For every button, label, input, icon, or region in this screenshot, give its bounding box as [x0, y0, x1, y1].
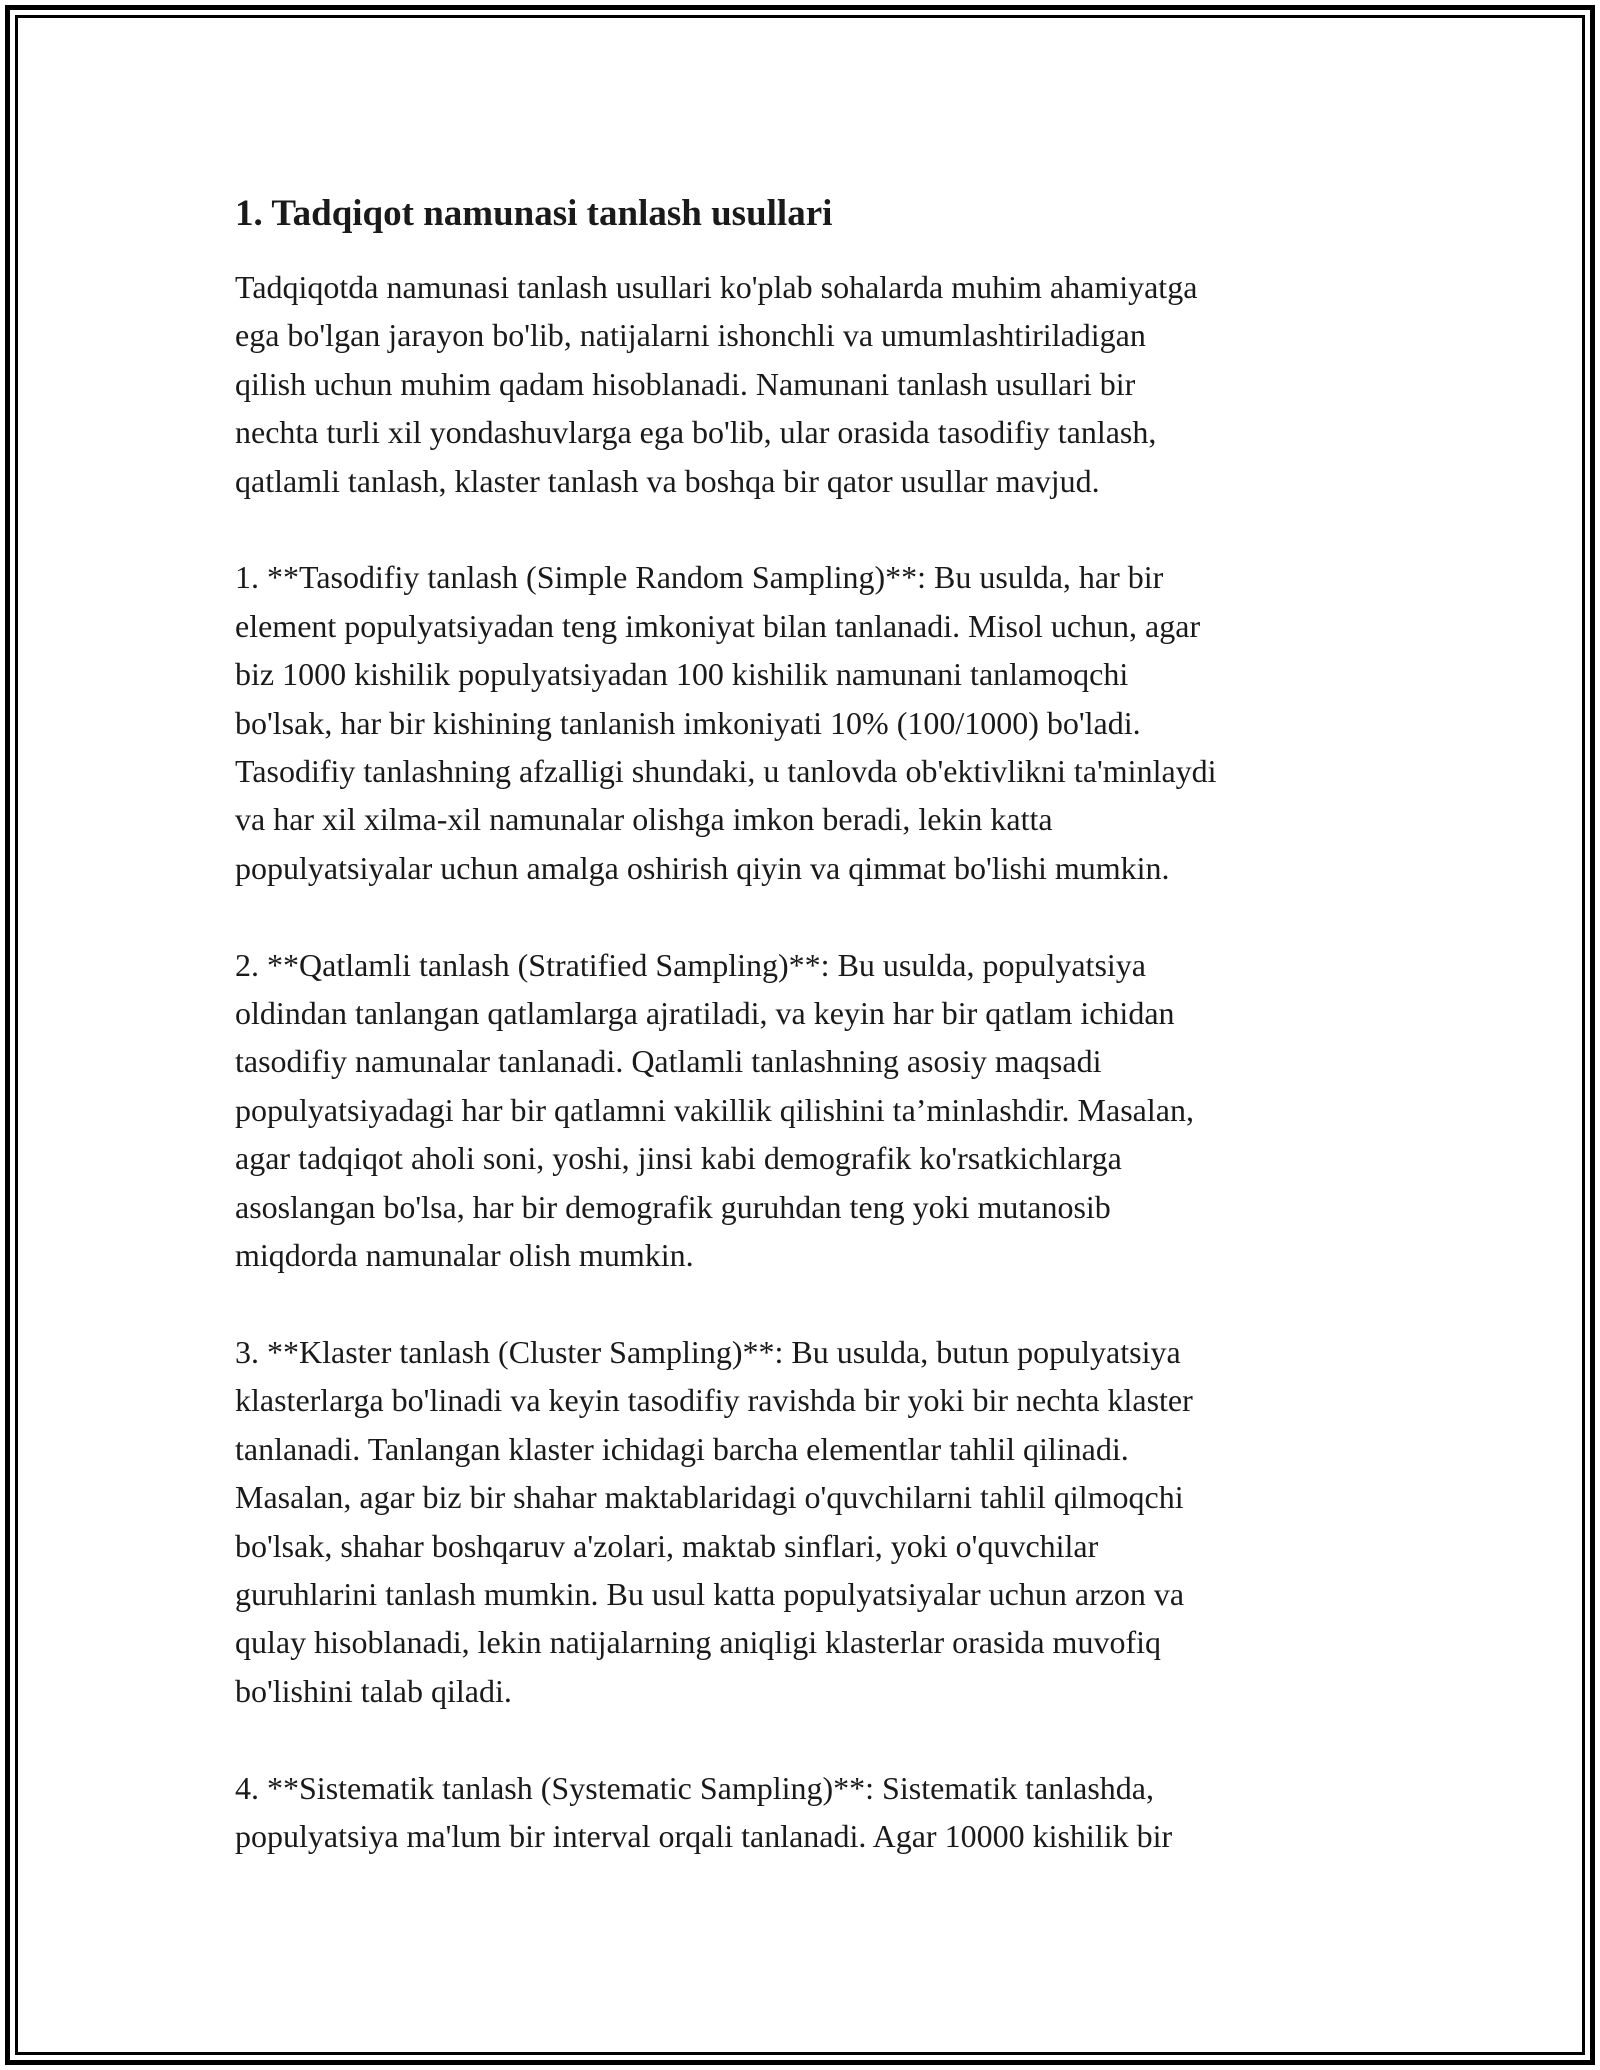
- text-line: nechta turli xil yondashuvlarga ega bo'lib, ular orasida tasodifiy tanlash,: [235, 414, 1157, 451]
- text-line: oldindan tanlangan qatlamlarga ajratiladi, va keyin har bir qatlam ichidan: [235, 995, 1175, 1032]
- text-line: 2. **Qatlamli tanlash (Stratified Sampling)**: Bu usulda, populyatsiya: [235, 946, 1146, 983]
- text-line: asoslangan bo'lsa, har bir demografik guruhdan teng yoki mutanosib: [235, 1188, 1111, 1225]
- text-line: populyatsiyadagi har bir qatlamni vakillik qilishini ta’minlashdir. Masalan,: [235, 1091, 1194, 1128]
- text-line: tasodifiy namunalar tanlanadi. Qatlamli tanlashning asosiy maqsadi: [235, 1043, 1102, 1080]
- text-line: miqdorda namunalar olish mumkin.: [235, 1237, 694, 1274]
- text-line: 3. **Klaster tanlash (Cluster Sampling)**: Bu usulda, butun populyatsiya: [235, 1333, 1181, 1370]
- text-line: bo'lsak, har bir kishining tanlanish imkoniyati 10% (100/1000) bo'ladi.: [235, 704, 1141, 741]
- text-line: 1. **Tasodifiy tanlash (Simple Random Sampling)**: Bu usulda, har bir: [235, 559, 1164, 596]
- text-line: bo'lishini talab qiladi.: [235, 1672, 512, 1709]
- intro-paragraph: [235, 263, 1375, 505]
- paragraph-cluster-sampling: [235, 1328, 1375, 1715]
- paragraph-stratified-sampling: [235, 941, 1375, 1280]
- text-line: populyatsiya ma'lum bir interval orqali tanlanadi. Agar 10000 kishilik bir: [235, 1817, 1173, 1854]
- text-line: qilish uchun muhim qadam hisoblanadi. Namunani tanlash usullari bir: [235, 365, 1136, 402]
- paragraph-simple-random-sampling: [235, 553, 1375, 892]
- text-line: qatlamli tanlash, klaster tanlash va boshqa bir qator usullar mavjud.: [235, 462, 1100, 499]
- text-line: Tasodifiy tanlashning afzalligi shundaki, u tanlovda ob'ektivlikni ta'minlaydi: [235, 753, 1217, 790]
- section-heading: 1. Tadqiqot namunasi tanlash usullari: [235, 193, 833, 234]
- document-body: [235, 190, 1375, 1909]
- text-line: tanlanadi. Tanlangan klaster ichidagi barcha elementlar tahlil qilinadi.: [235, 1430, 1129, 1467]
- paragraph-systematic-sampling: [235, 1764, 1375, 1861]
- text-line: guruhlarini tanlash mumkin. Bu usul katta populyatsiyalar uchun arzon va: [235, 1575, 1185, 1612]
- text-line: biz 1000 kishilik populyatsiyadan 100 kishilik namunani tanlamoqchi: [235, 656, 1129, 693]
- text-line: 4. **Sistematik tanlash (Systematic Sampling)**: Sistematik tanlashda,: [235, 1769, 1154, 1806]
- text-line: Masalan, agar biz bir shahar maktablaridagi o'quvchilarni tahlil qilmoqchi: [235, 1479, 1184, 1516]
- text-line: qulay hisoblanadi, lekin natijalarning aniqligi klasterlar orasida muvofiq: [235, 1624, 1161, 1661]
- text-line: Tadqiqotda namunasi tanlash usullari ko'plab sohalarda muhim ahamiyatga: [235, 269, 1198, 305]
- text-line: element populyatsiyadan teng imkoniyat bilan tanlanadi. Misol uchun, agar: [235, 607, 1201, 644]
- text-line: ega bo'lgan jarayon bo'lib, natijalarni ishonchli va umumlashtiriladigan: [235, 317, 1146, 354]
- text-line: agar tadqiqot aholi soni, yoshi, jinsi kabi demografik ko'rsatkichlarga: [235, 1140, 1122, 1177]
- text-line: bo'lsak, shahar boshqaruv a'zolari, maktab sinflari, yoki o'quvchilar: [235, 1527, 1099, 1564]
- text-line: klasterlarga bo'linadi va keyin tasodifiy ravishda bir yoki bir nechta klaster: [235, 1382, 1193, 1419]
- text-line: va har xil xilma-xil namunalar olishga imkon beradi, lekin katta: [235, 801, 1053, 838]
- text-line: populyatsiyalar uchun amalga oshirish qiyin va qimmat bo'lishi mumkin.: [235, 849, 1170, 886]
